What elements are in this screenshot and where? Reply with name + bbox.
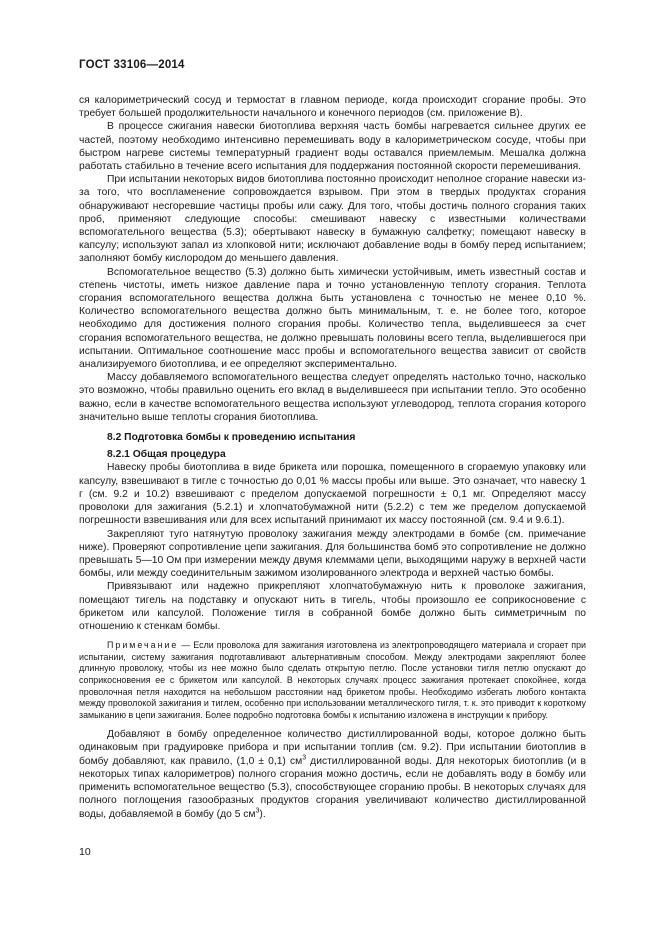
superscript-3: 3 (302, 754, 307, 762)
paragraph-weighing: Навеску пробы биотоплива в виде брикета или порошка, помещенного в сгораемую упаковку или капсулу, взвешивают в тигле с точностью до 0,01 % массы пробы или выше. Это означает, что навеску 1 г (см. 9.2 и 10.2) взвешивают с пределом допускаемой погрешности ± 0,1 мг. Определяют массу проволоки для зажигания (5.2.1) и хлопчатобумажной нити (5.2.2) с тем же пределом допускаемой погрешности взвешивания или для всех испытаний принимают их массу постоянной (см. 9.4 и 9.6.1). (79, 462, 586, 527)
water-text-part-1: Добавляют в бомбу определенное количество дистиллированной воды, которое должно быть одинаковым при градуировке прибора и при испытании топлив (см. 9.2). При испытании биотоплив в бомбу добавляют, как правило, (1,0 ± 0,1) см (79, 729, 586, 767)
section-heading-8-2: 8.2 Подготовка бомбы к проведению испытания (107, 432, 356, 444)
paragraph-stirring: В процессе сжигания навески биотоплива верхняя часть бомбы нагревается сильнее других ее частей, поэтому необходимо интенсивно перемешивать воду в калориметрическом сосуде, чтобы при быстром нагреве системы температурный градиент воды оставался приемлемым. Мешалка должна работать стабильно в течение всего испытания для поддержания постоянной скорости перемешивания. (79, 121, 586, 173)
page-number: 10 (79, 846, 91, 858)
note-text: — Если проволока для зажигания изготовлена из электропроводящего материала и сгорает при испытании, систему зажигания подготавливают альтернативным способом. Между электродами закрепляют более длинную проволоку, чтобы из нее можно было сделать открытую петлю. После установки тигля петлю опускают до соприкосновения ее с брикетом или капсулой. В некоторых случаях процесс зажигания протекает спокойнее, когда проволочная петля находится на небольшом расстоянии над брикетом пробы. Необходимо избегать любого контакта между проволокой зажигания и тиглем, особенно при использовании металлического тигля, т. к. это приводит к короткому замыканию в цепи зажигания. Более подробно подготовка бомбы к испытанию изложена в инструкции к прибору. (79, 640, 586, 720)
paragraph-distilled-water (79, 728, 586, 820)
paragraph-cotton-thread: Привязывают или надежно прикрепляют хлопчатобумажную нить к проволоке зажигания, помещают тигель на подставку и опускают нить в тигель, чтобы произошло ее соприкосновение с брикетом или капсулой. Положение тигля в собранной бомбе должно быть симметричным по отношению к стенкам бомбы. (79, 581, 586, 632)
paragraph-auxiliary-mass: Массу добавляемого вспомогательного вещества следует определять настолько точно, насколько это возможно, чтобы правильно оценить его вклад в выделившееся при испытании тепло. Это особенно важно, если в качестве вспомогательного вещества используют углеводород, теплота сгорания которого значительно выше теплоты сгорания биотоплива. (79, 372, 586, 423)
paragraph-ignition-wire: Закрепляют туго натянутую проволоку зажигания между электродами в бомбе (см. примечание ниже). Проверяют сопротивление цепи зажигания. Для большинства бомб это сопротивление не должно превышать 5—10 Ом при измерении между двумя клеммами цепи, выходящими наружу в верхней части бомбы, или между соединительным зажимом изолированного электрода и верхней частью бомбы. (79, 528, 586, 580)
paragraph-incomplete-combustion: При испытании некоторых видов биотоплива постоянно происходит неполное сгорание навески из-за того, что воспламенение сопровождается взрывом. При этом в твердых продуктах сгорания обнаруживают несгоревшие частицы пробы или сажу. Для того, чтобы достичь полного сгорания таких проб, применяют следующие способы: смешивают навеску с известными количествами вспомогательного вещества (5.3); обертывают навеску в бумажную салфетку; помещают навеску в капсулу; используют запал из хлопковой нити; исключают добавление воды в бомбу перед испытанием; заполняют бомбу кислородом до меньшего давления. (79, 174, 586, 265)
document-body (79, 94, 586, 821)
note-label: Примечание (107, 640, 179, 651)
water-text-part-2: дистиллированной воды. Для некоторых биотоплив (и в некоторых типах калориметров) полного сгорания можно достичь, если не добавлять воду в бомбу или применить вспомогательное вещество (5.3), способствующее сгоранию пробы. В некоторых случаях для полного поглощения газообразных продуктов сгорания увеличивают количество дистиллированной воды, добавляемой в бомбу (до 5 см (79, 755, 586, 820)
paragraph-continuation: ся калориметрический сосуд и термостат в главном периоде, когда происходит сгорание пробы. Это требует большей продолжительности начального и конечного периодов (см. приложение В). (79, 95, 586, 120)
water-text-part-3: ). (259, 808, 266, 820)
paragraph-auxiliary-substance: Вспомогательное вещество (5.3) должно быть химически устойчивым, иметь известный состав и степень чистоты, иметь низкое давление пара и точно установленную теплоту сгорания. Теплота сгорания вспомогательного вещества должна быть установлена с точностью не менее 0,10 %. Количество вспомогательного вещества должно быть минимальным, т. е. не более того, которое необходимо для достижения полного сгорания пробы. Количество тепла, выделившееся за счет сгорания вспомогательного вещества, не должно превышать половины всего тепла, выделившегося при испытании. Оптимальное соотношение масс пробы и вспомогательного вещества зависит от свойств анализируемого биотоплива, и ее определяют экспериментально. (79, 266, 586, 371)
note (79, 640, 586, 721)
standard-header: ГОСТ 33106—2014 (79, 59, 185, 71)
superscript-3: 3 (255, 807, 260, 815)
subsection-heading-8-2-1: 8.2.1 Общая процедура (107, 449, 226, 461)
